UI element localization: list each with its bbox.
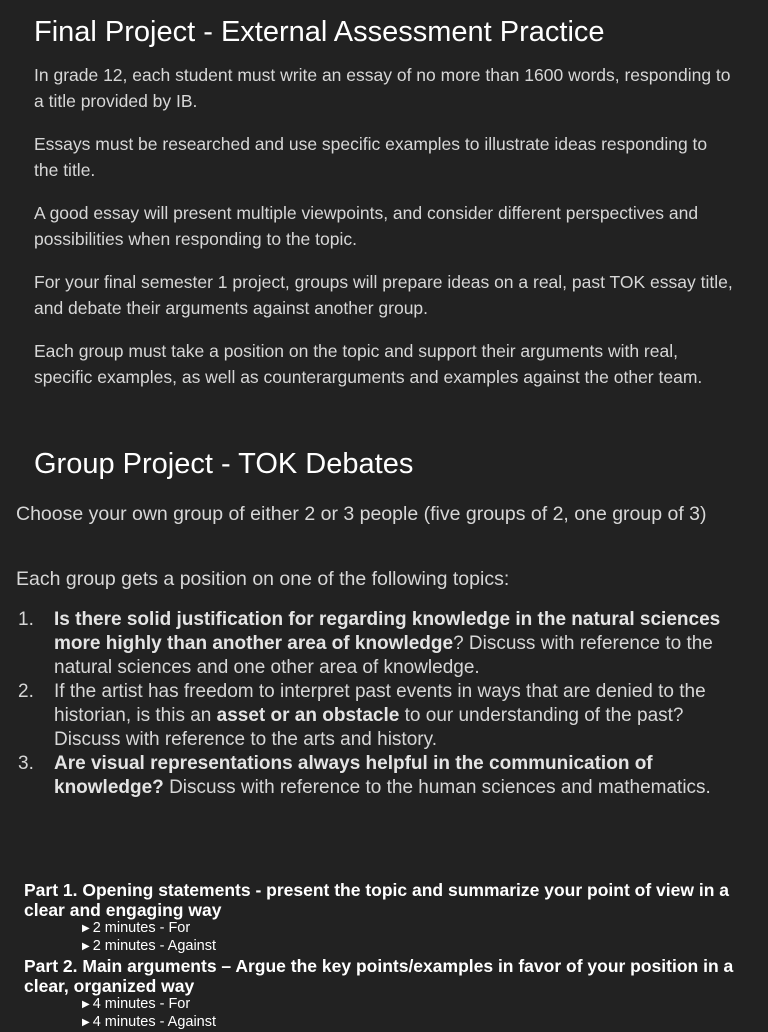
bullet-text: 4 minutes - Against [92, 1014, 217, 1030]
slide-tok-debates [0, 438, 768, 1030]
paragraph: In grade 12, each student must write an essay of no more than 1600 words, responding to a title provided by IB. [34, 65, 731, 111]
topic-emphasis: Is there solid justification for regarding knowledge in the natural sciences more highly than another area of knowledge [54, 609, 721, 654]
list-item [16, 752, 748, 800]
part-heading: Part 1. Opening statements - present the topic and summarize your point of view in a clear and engaging way [24, 880, 729, 920]
triangle-bullet-icon: ▶ [82, 1017, 90, 1028]
topic-emphasis: asset or an obstacle [216, 705, 400, 726]
paragraph: Each group must take a position on the topic and support their arguments with real, specific examples, as well as counterarguments and examples against the other team. [34, 341, 703, 387]
list-item [82, 996, 748, 1014]
topic-text: to our understanding of the past? Discuss with reference to the arts and history. [54, 705, 684, 750]
triangle-bullet-icon: ▶ [82, 923, 90, 934]
bullet-text: 2 minutes - Against [92, 938, 217, 954]
part-bullets [82, 920, 748, 956]
slide-title: Final Project - External Assessment Practice [34, 16, 605, 48]
triangle-bullet-icon: ▶ [82, 941, 90, 952]
topic-number: 3. [18, 753, 34, 774]
part-heading: Part 2. Main arguments – Argue the key points/examples in favor of your position in a clear, organized way [24, 956, 734, 996]
paragraph: For your final semester 1 project, groups will prepare ideas on a real, past TOK essay title, and debate their arguments against another group. [34, 272, 733, 318]
bullet-text: 4 minutes - For [92, 996, 191, 1012]
topic-list [16, 608, 748, 800]
part-bullets [82, 996, 748, 1032]
topic-text: ? Discuss with reference to the natural sciences and one other area of knowledge. [54, 633, 713, 678]
list-item [16, 680, 748, 752]
group-instructions: Choose your own group of either 2 or 3 people (five groups of 2, one group of 3) [16, 503, 707, 525]
slide-external-assessment [0, 0, 768, 438]
list-item [82, 938, 748, 956]
paragraph: Essays must be researched and use specific examples to illustrate ideas responding to the title. [34, 134, 708, 180]
list-item [16, 608, 748, 680]
paragraph: A good essay will present multiple viewpoints, and consider different perspectives and possibilities when responding to the topic. [34, 203, 699, 249]
topics-intro: Each group gets a position on one of the following topics: [16, 568, 510, 590]
triangle-bullet-icon: ▶ [82, 999, 90, 1010]
topic-number: 2. [18, 681, 34, 702]
bullet-text: 2 minutes - For [92, 920, 191, 936]
topic-text: If the artist has freedom to interpret past events in ways that are denied to the historian, is this an [54, 681, 706, 726]
topic-text: Discuss with reference to the human sciences and mathematics. [163, 777, 711, 798]
slide-title: Group Project - TOK Debates [34, 448, 414, 480]
list-item [82, 920, 748, 938]
topic-emphasis: Are visual representations always helpful in the communication of knowledge? [54, 753, 653, 798]
list-item [82, 1014, 748, 1032]
debate-parts [24, 880, 748, 1032]
topic-number: 1. [18, 609, 34, 630]
